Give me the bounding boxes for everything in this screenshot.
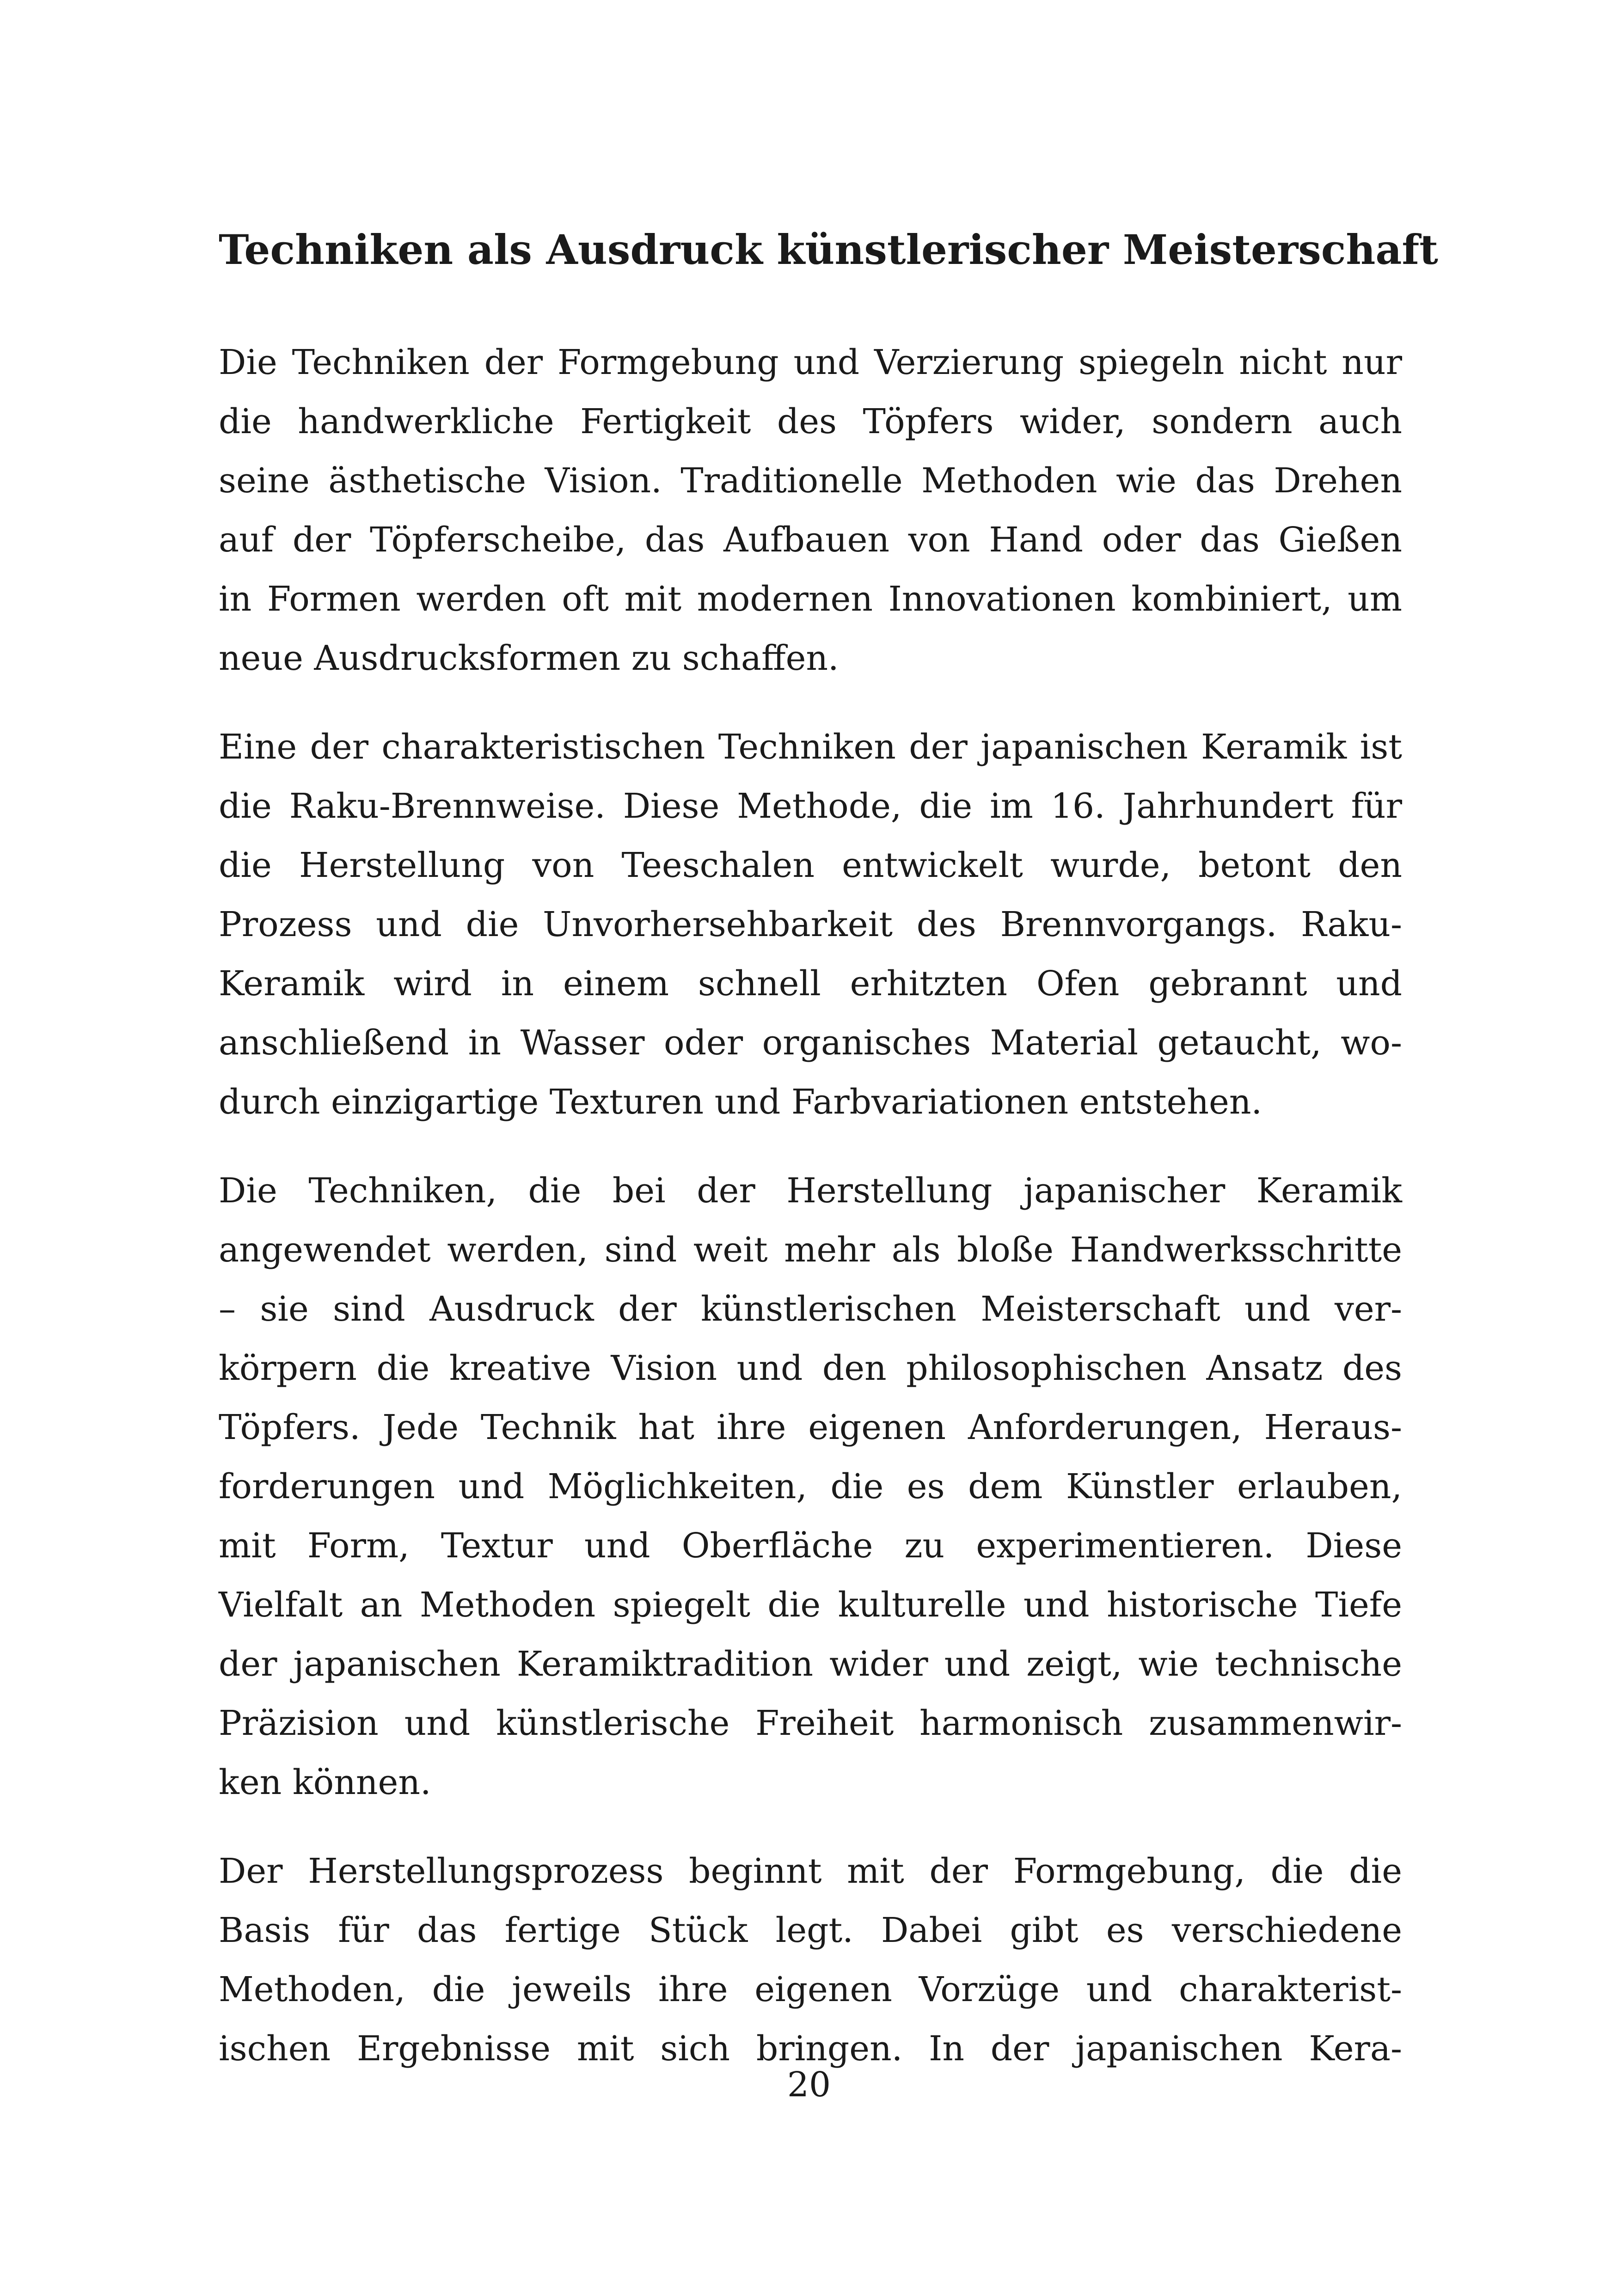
text-line: die handwerkliche Fertigkeit des Töpfers wider, sondern auch <box>219 402 1402 441</box>
text-line: Prozess und die Unvorhersehbarkeit des Brennvorgangs. Raku- <box>219 905 1402 944</box>
text-line: auf der Töpferscheibe, das Aufbauen von Hand oder das Gießen <box>219 520 1402 560</box>
paragraph-1 <box>219 333 1402 688</box>
text-line: mit Form, Textur und Oberfläche zu experimentieren. Diese <box>219 1526 1402 1566</box>
text-line: Der Herstellungsprozess beginnt mit der Formgebung, die die <box>219 1851 1402 1891</box>
text-line: Die Techniken der Formgebung und Verzierung spiegeln nicht nur <box>219 343 1402 382</box>
text-line: Die Techniken, die bei der Herstellung japanischer Keramik <box>219 1171 1402 1211</box>
text-line: Basis für das fertige Stück legt. Dabei gibt es verschiedene <box>219 1910 1402 1950</box>
text-line: Vielfalt an Methoden spiegelt die kulturelle und historische Tiefe <box>219 1585 1402 1625</box>
text-line: in Formen werden oft mit modernen Innovationen kombiniert, um <box>219 579 1402 619</box>
paragraph-2 <box>219 717 1402 1132</box>
text-line: Methoden, die jeweils ihre eigenen Vorzüge und charakterist- <box>219 1970 1402 2009</box>
paragraph-4 <box>219 1842 1402 2078</box>
text-line: – sie sind Ausdruck der künstlerischen Meisterschaft und ver- <box>219 1289 1402 1329</box>
text-line: durch einzigartige Texturen und Farbvariationen entstehen. <box>219 1082 1263 1122</box>
text-line: die Raku-Brennweise. Diese Methode, die im 16. Jahrhundert für <box>219 786 1402 826</box>
text-line: der japanischen Keramiktradition wider und zeigt, wie technische <box>219 1644 1402 1684</box>
text-line: körpern die kreative Vision und den philosophischen Ansatz des <box>219 1348 1402 1388</box>
paragraph-3 <box>219 1161 1402 1812</box>
text-line: forderungen und Möglichkeiten, die es dem Künstler erlauben, <box>219 1467 1402 1506</box>
text-line: angewendet werden, sind weit mehr als bloße Handwerksschritte <box>219 1230 1402 1270</box>
text-line: die Herstellung von Teeschalen entwickelt wurde, betont den <box>219 845 1402 885</box>
page-number: 20 <box>787 2065 831 2105</box>
text-line: ischen Ergebnisse mit sich bringen. In der japanischen Kera- <box>219 2029 1402 2069</box>
text-line: Präzision und künstlerische Freiheit harmonisch zusammenwir- <box>219 1703 1402 1743</box>
section-heading: Techniken als Ausdruck künstlerischer Meisterschaft <box>219 226 1438 274</box>
text-line: seine ästhetische Vision. Traditionelle Methoden wie das Drehen <box>219 461 1402 501</box>
text-line: anschließend in Wasser oder organisches Material getaucht, wo- <box>219 1023 1402 1063</box>
text-line: Keramik wird in einem schnell erhitzten Ofen gebrannt und <box>219 964 1402 1004</box>
text-line: Töpfers. Jede Technik hat ihre eigenen Anforderungen, Heraus- <box>219 1408 1402 1447</box>
text-line: ken können. <box>219 1763 431 1802</box>
text-line: neue Ausdrucksformen zu schaffen. <box>219 638 839 678</box>
text-line: Eine der charakteristischen Techniken der japanischen Keramik ist <box>219 727 1402 767</box>
body-text <box>219 333 1402 2108</box>
